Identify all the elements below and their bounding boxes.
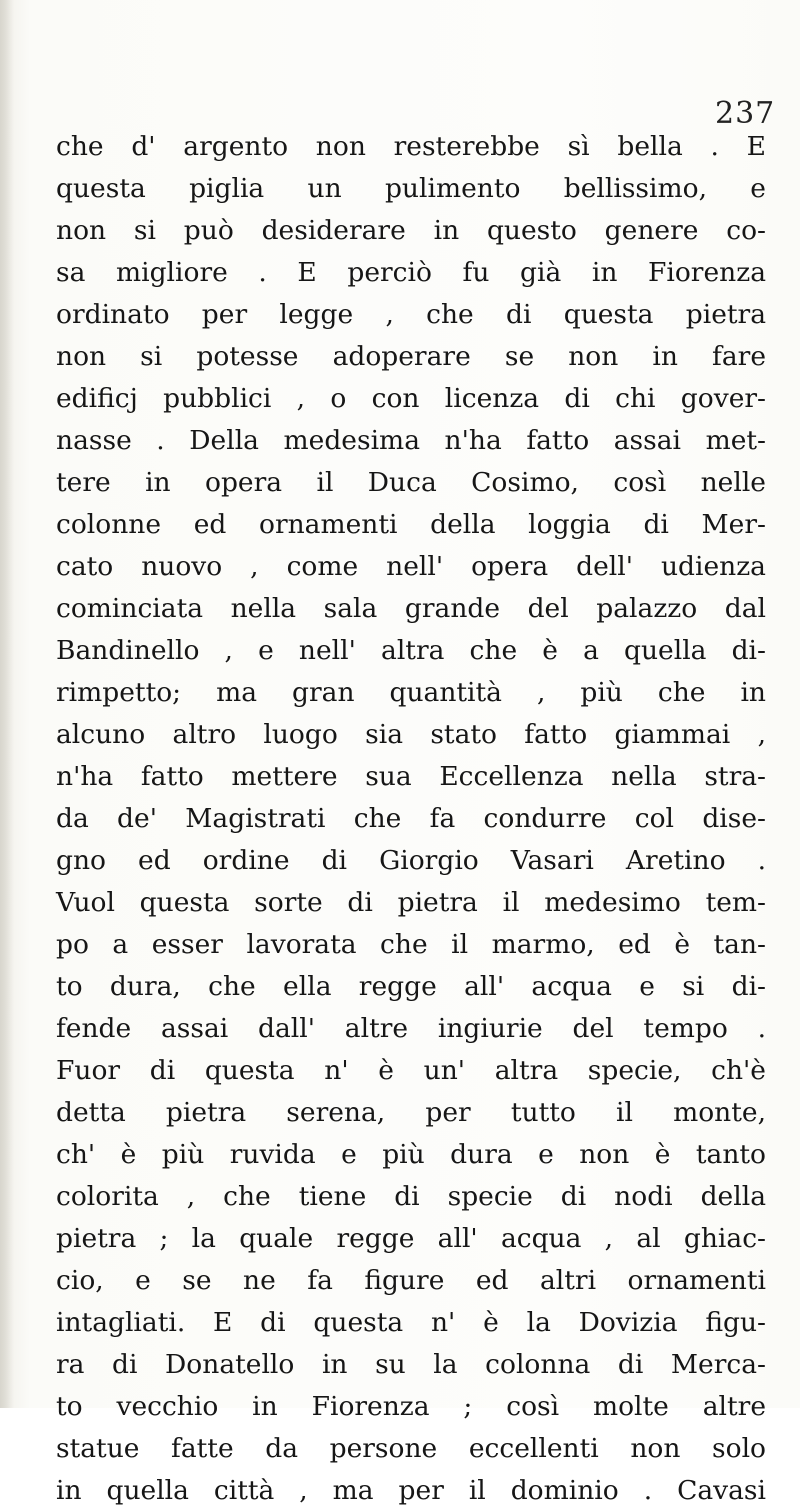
text-line: detta pietra serena, per tutto il monte, xyxy=(56,1097,766,1128)
text-line: sa migliore . E perciò fu già in Fiorenza xyxy=(56,257,766,288)
text-line: ch' è più ruvida e più dura e non è tanto xyxy=(56,1139,766,1170)
text-line: gno ed ordine di Giorgio Vasari Aretino . xyxy=(56,845,766,876)
text-line: Vuol questa sorte di pietra il medesimo tem- xyxy=(56,887,766,918)
body-text xyxy=(56,126,766,1512)
text-line: n'ha fatto mettere sua Eccellenza nella stra- xyxy=(56,761,766,792)
text-line: colonne ed ornamenti della loggia di Mer- xyxy=(56,509,766,540)
text-line: cominciata nella sala grande del palazzo dal xyxy=(56,593,766,624)
text-line: non si potesse adoperare se non in fare xyxy=(56,341,766,372)
text-line: edificj pubblici , o con licenza di chi gover- xyxy=(56,383,766,414)
text-line: da de' Magistrati che fa condurre col dise- xyxy=(56,803,766,834)
page-number: 237 xyxy=(715,96,776,131)
text-line: cio, e se ne fa figure ed altri ornamenti xyxy=(56,1265,766,1296)
text-line: statue fatte da persone eccellenti non solo xyxy=(56,1433,766,1464)
text-line: rimpetto; ma gran quantità , più che in xyxy=(56,677,766,708)
text-line: ordinato per legge , che di questa pietra xyxy=(56,299,766,330)
page-gutter-shadow xyxy=(0,0,14,1408)
text-line: fende assai dall' altre ingiurie del tempo . xyxy=(56,1013,766,1044)
text-line: nasse . Della medesima n'ha fatto assai met- xyxy=(56,425,766,456)
text-line: ra di Donatello in su la colonna di Merca- xyxy=(56,1349,766,1380)
text-line: in quella città , ma per il dominio . Cavasi xyxy=(56,1475,766,1506)
text-line: intagliati. E di questa n' è la Dovizia figu- xyxy=(56,1307,766,1338)
text-line: tere in opera il Duca Cosimo, così nelle xyxy=(56,467,766,498)
text-line: Fuor di questa n' è un' altra specie, ch'è xyxy=(56,1055,766,1086)
text-line: colorita , che tiene di specie di nodi della xyxy=(56,1181,766,1212)
text-line: to vecchio in Fiorenza ; così molte altre xyxy=(56,1391,766,1422)
text-line: Bandinello , e nell' altra che è a quella di- xyxy=(56,635,766,666)
text-line: po a esser lavorata che il marmo, ed è tan- xyxy=(56,929,766,960)
text-line: che d' argento non resterebbe sì bella . E xyxy=(56,131,766,162)
text-line: non si può desiderare in questo genere co- xyxy=(56,215,766,246)
text-line: questa piglia un pulimento bellissimo, e xyxy=(56,173,766,204)
text-line: to dura, che ella regge all' acqua e si di- xyxy=(56,971,766,1002)
text-line: cato nuovo , come nell' opera dell' udienza xyxy=(56,551,766,582)
text-line: alcuno altro luogo sia stato fatto giammai , xyxy=(56,719,766,750)
text-line: pietra ; la quale regge all' acqua , al ghiac- xyxy=(56,1223,766,1254)
